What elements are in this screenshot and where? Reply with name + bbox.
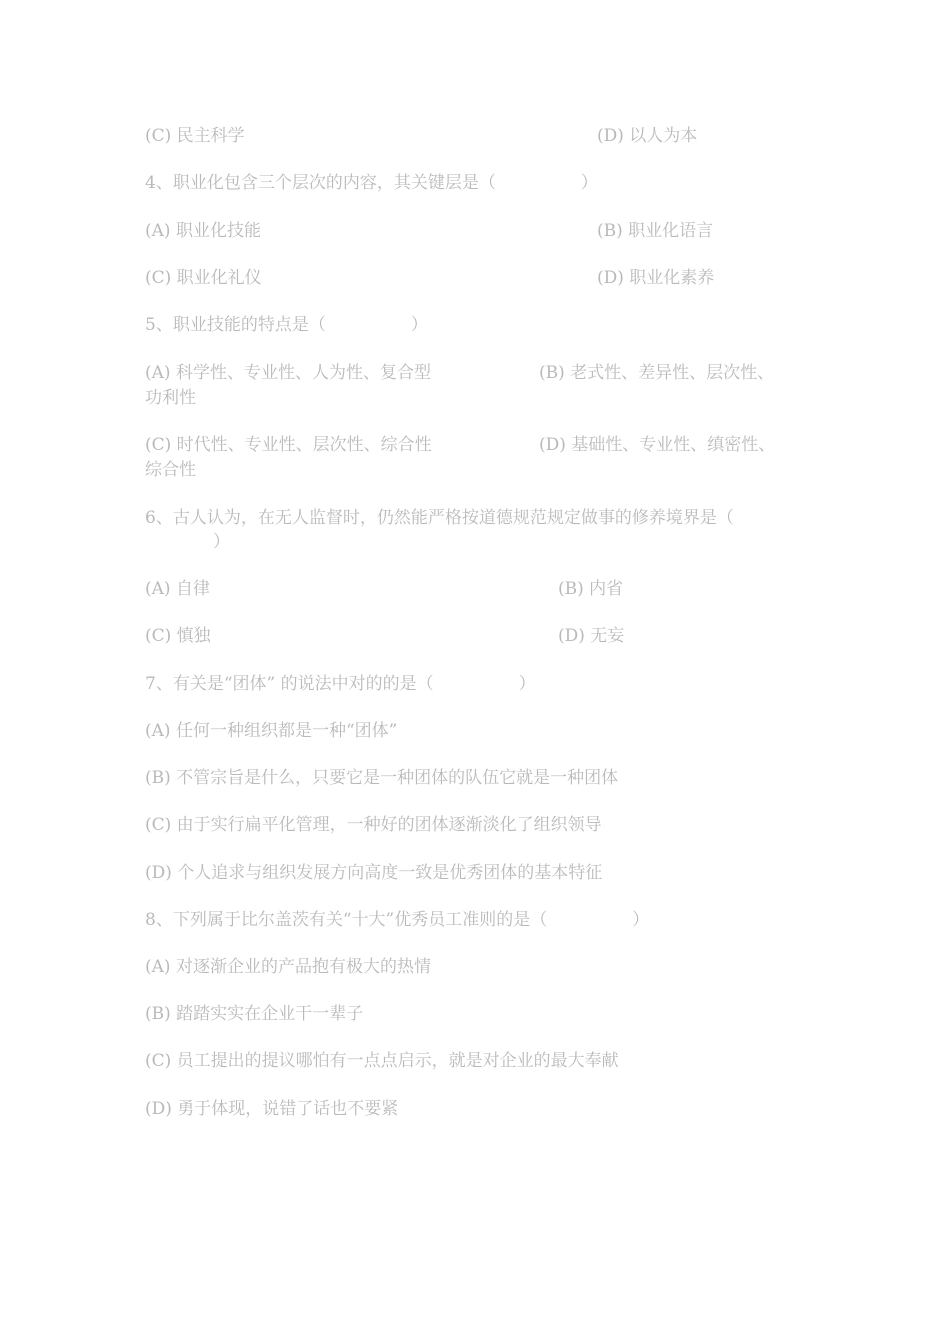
q7-option-b: (B) 不管宗旨是什么，只要它是一种团体的队伍它就是一种团体 <box>145 768 619 788</box>
q6-stem: 6、古人认为，在无人监督时，仍然能严格按道德规范规定做事的修养境界是（ <box>145 508 734 528</box>
q8-stem: 8、下列属于比尔盖茨有关“十大”优秀员工准则的是（ ） <box>145 910 650 930</box>
q4-option-b: (B) 职业化语言 <box>597 221 714 241</box>
q4-option-d: (D) 职业化素养 <box>597 268 715 288</box>
q5-option-b: (B) 老式性、差异性、层次性、 <box>539 363 775 383</box>
q3-option-c: (C) 民主科学 <box>145 126 245 146</box>
q4-stem: 4、职业化包含三个层次的内容，其关键层是（ ） <box>145 173 598 193</box>
q5-option-c: (C) 时代性、专业性、层次性、综合性 <box>145 435 432 455</box>
q3-option-d: (D) 以人为本 <box>597 126 698 146</box>
q4-option-c: (C) 职业化礼仪 <box>145 268 262 288</box>
q5-option-b-continued: 功利性 <box>145 388 196 408</box>
q8-option-c: (C) 员工提出的提议哪怕有一点点启示，就是对企业的最大奉献 <box>145 1051 619 1071</box>
q5-option-d: (D) 基础性、专业性、缜密性、 <box>539 435 776 455</box>
q6-option-d: (D) 无妄 <box>558 626 625 646</box>
q6-stem-continued: ） <box>145 532 230 552</box>
q8-option-b: (B) 踏踏实实在企业干一辈子 <box>145 1004 364 1024</box>
q5-option-d-continued: 综合性 <box>145 460 196 480</box>
q8-option-a: (A) 对逐渐企业的产品抱有极大的热情 <box>145 957 431 977</box>
q4-option-a: (A) 职业化技能 <box>145 221 261 241</box>
q7-option-a: (A) 任何一种组织都是一种“团体” <box>145 721 398 741</box>
q8-option-d: (D) 勇于体现，说错了话也不要紧 <box>145 1099 399 1119</box>
q7-option-d: (D) 个人追求与组织发展方向高度一致是优秀团体的基本特征 <box>145 863 603 883</box>
q5-option-a: (A) 科学性、专业性、人为性、复合型 <box>145 363 431 383</box>
q6-option-b: (B) 内省 <box>558 579 624 599</box>
q7-stem: 7、有关是“团体” 的说法中对的的是（ ） <box>145 674 536 694</box>
q6-option-a: (A) 自律 <box>145 579 210 599</box>
q6-option-c: (C) 慎独 <box>145 626 211 646</box>
q7-option-c: (C) 由于实行扁平化管理，一种好的团体逐渐淡化了组织领导 <box>145 815 602 835</box>
q5-stem: 5、职业技能的特点是（ ） <box>145 315 428 335</box>
